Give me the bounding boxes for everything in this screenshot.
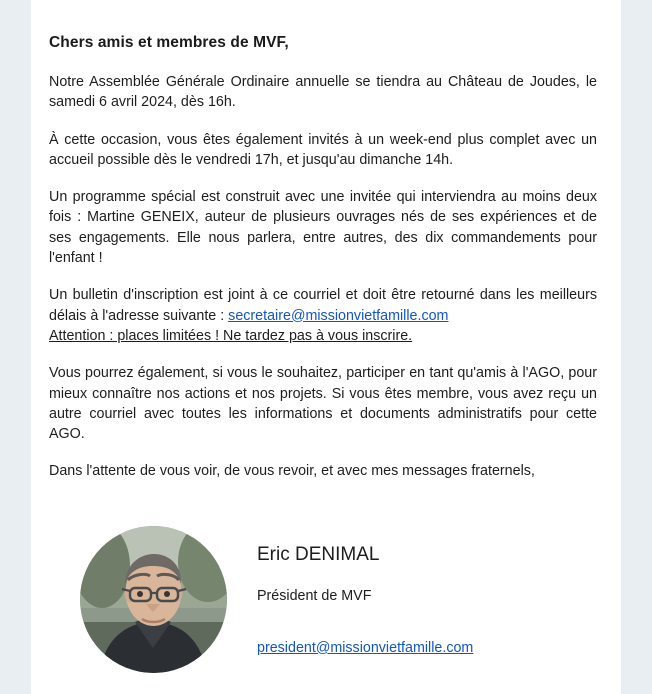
- avatar: [80, 526, 227, 673]
- paragraph-weekend: À cette occasion, vous êtes également invités à un week-end plus complet avec un accueil possible dès le vendredi 17h, et jusqu'au dimanche 14h.: [49, 131, 597, 168]
- signature-role: Président de MVF: [257, 587, 372, 604]
- inscription-lead-text: Un bulletin d'inscription est joint à ce courriel et doit être retourné dans les meilleurs délais à l'adresse suivante :: [49, 287, 597, 324]
- greeting-line: Chers amis et membres de MVF,: [49, 34, 289, 51]
- secretaire-email-link[interactable]: secretaire@missionvietfamille.com: [228, 307, 449, 324]
- paragraph-programme: Un programme spécial est construit avec une invitée qui interviendra au moins deux fois : Martine GENEIX, auteur de plusieurs ouvrages nés de ses expériences et de ses engagements. Elle nous parlera, entre autres, des dix commandements pour l'enfant !: [49, 189, 597, 267]
- signature-name: Eric DENIMAL: [257, 543, 380, 565]
- paragraph-closing: Dans l'attente de vous voir, de vous revoir, et avec mes messages fraternels,: [49, 463, 535, 480]
- inscription-warning-text: Attention : places limitées ! Ne tardez pas à vous inscrire.: [49, 327, 413, 344]
- paragraph-assemblee: Notre Assemblée Générale Ordinaire annuelle se tiendra au Château de Joudes, le samedi 6 avril 2024, dès 16h.: [49, 74, 597, 111]
- avatar-container: [49, 526, 257, 673]
- president-email-link[interactable]: president@missionvietfamille.com: [257, 639, 474, 656]
- paragraph-participation: Vous pourrez également, si vous le souhaitez, participer en tant qu'amis à l'AGO, pour mieux connaître nos actions et nos projets. Si vous êtes membre, vous avez reçu un autre courriel avec toutes les informations et documents administratifs pour cette AGO.: [49, 365, 597, 443]
- email-body-page: [31, 0, 621, 694]
- signature-block: [49, 526, 597, 673]
- signature-text: [257, 526, 597, 656]
- portrait-photo-icon: [80, 526, 227, 673]
- paragraph-inscription: [49, 285, 597, 346]
- signature-email-wrap: [257, 640, 597, 656]
